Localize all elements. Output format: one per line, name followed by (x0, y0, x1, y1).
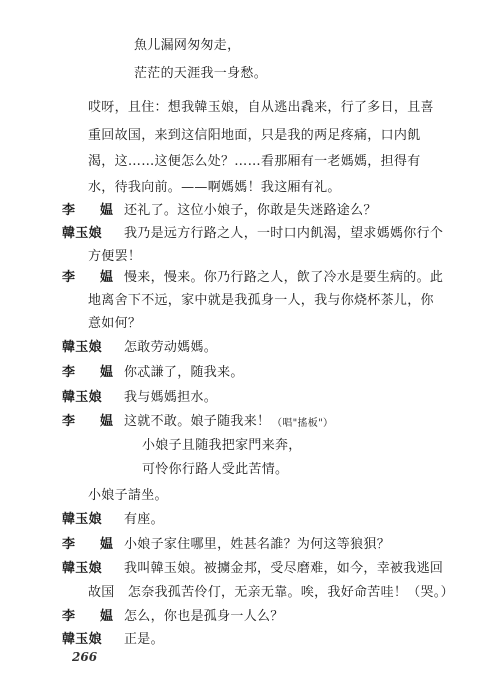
monologue-line: 重回故国，来到这信阳地面，只是我的两足疼痛，口内飢 (88, 128, 421, 143)
verse-line: 可怜你行路人受此苦情。 (142, 462, 289, 477)
dialogue-text: 你忒謙了，随我来。 (124, 365, 244, 380)
dialogue-text: 有座。 (124, 512, 164, 527)
speaker-name: 韓玉娘 (62, 390, 102, 405)
speaker-name: 李 媪 (62, 270, 120, 285)
dialogue-text: 我叫韓玉娘。被擄金邦，受尽磨难，如今，幸被我逃回 (124, 561, 444, 576)
dialogue-text: 意如何？ (88, 316, 142, 331)
dialogue-text: 小娘子請坐。 (88, 488, 168, 503)
verse-line: 茫茫的天涯我一身愁。 (134, 66, 268, 81)
speaker-name: 韓玉娘 (62, 226, 102, 241)
page-number: 266 (72, 650, 98, 664)
dialogue-text: 怎么，你也是孤身一人么？ (124, 609, 284, 624)
monologue-line: 渴，这……这便怎么处？……看那厢有一老媽媽，担得有 (88, 154, 421, 169)
dialogue-text: 我与媽媽担水。 (124, 390, 218, 405)
dialogue-text: 怎敢劳动媽媽。 (124, 340, 218, 355)
speaker-name: 韓玉娘 (62, 632, 102, 647)
verse-line: 魚儿漏网匆匆走， (134, 38, 241, 53)
dialogue-text: 慢来，慢来。你乃行路之人，飲了冷水是要生病的。此 (124, 270, 444, 285)
monologue-line: 水，待我向前。——啊媽媽！我这厢有礼。 (88, 180, 341, 195)
dialogue-text: 方便罢！ (88, 249, 142, 264)
speaker-name: 李 媪 (62, 537, 120, 552)
stage-direction: （唱"搖板"） (272, 418, 334, 429)
monologue-line: 哎呀，且住：想我韓玉娘，自从逃出毳来，行了多日，且喜 (88, 100, 434, 115)
speaker-name: 韓玉娘 (62, 340, 102, 355)
dialogue-text: 小娘子家住哪里，姓甚名誰？为何这等狼狽？ (124, 537, 391, 552)
verse-line: 小娘子且随我把家門来奔， (142, 438, 302, 453)
speaker-name: 李 媪 (62, 365, 120, 380)
speaker-name: 李 媪 (62, 609, 120, 624)
speaker-name: 韓玉娘 (62, 561, 102, 576)
dialogue-text: 还礼了。这位小娘子，你敢是失迷路途么？ (124, 203, 377, 218)
speaker-name: 李 媪 (62, 414, 120, 429)
dialogue-text: 这就不敢。娘子随我来！ (124, 414, 271, 429)
dialogue-text: 故国 怎奈我孤苦伶仃，无亲无靠。唉，我好命苦哇！（哭。） (88, 585, 454, 600)
dialogue-text: 地离舍下不远，家中就是我孤身一人，我与你烧杯茶儿，你 (88, 293, 434, 308)
dialogue-text: 我乃是远方行路之人，一时口内飢渴，望求媽媽你行个 (124, 226, 444, 241)
speaker-name: 李 媪 (62, 203, 120, 218)
dialogue-text: 正是。 (124, 632, 164, 647)
speaker-name: 韓玉娘 (62, 512, 102, 527)
